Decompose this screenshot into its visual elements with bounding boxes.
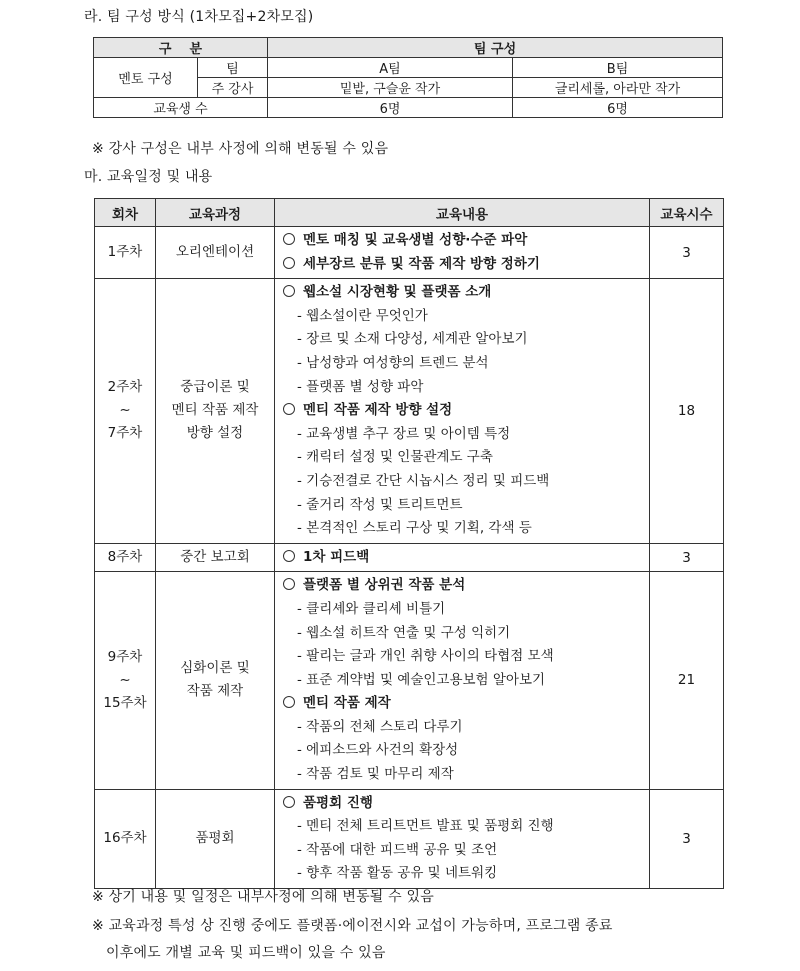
session-text: 1주차 (107, 244, 143, 261)
content-text: - 표준 계약법 및 예술인고용보험 알아보기 (297, 671, 546, 688)
schedule-row (95, 279, 724, 544)
content-cell (275, 572, 650, 789)
team-b-students: 6명 (513, 98, 723, 118)
course-text: 멘티 작품 제작 (171, 402, 259, 419)
content-main-item (283, 792, 649, 816)
content-text: - 멘티 전체 트리트먼트 발표 및 품평회 진행 (297, 818, 554, 835)
team-b-name: B팀 (513, 58, 723, 78)
mentor-composition-label: 멘토 구성 (94, 58, 198, 98)
session-text: 7주차 (107, 425, 143, 442)
team-label: 팀 (198, 58, 268, 78)
content-text: - 장르 및 소재 다양성, 세계관 알아보기 (297, 331, 528, 348)
content-main-item (283, 253, 649, 277)
content-sub-item (283, 669, 649, 693)
session-text: ~ (119, 402, 131, 419)
content-main-item (283, 574, 649, 598)
session-cell (95, 789, 156, 888)
content-text: 멘티 작품 제작 방향 설정 (303, 402, 453, 419)
content-text: - 본격적인 스토리 구상 및 기획, 각색 등 (297, 520, 532, 537)
header-hours: 교육시수 (650, 199, 724, 227)
course-cell (156, 789, 275, 888)
session-cell (95, 572, 156, 789)
students-label: 교육생 수 (94, 98, 268, 118)
hours-cell: 3 (650, 227, 724, 279)
schedule-change-note: ※ 상기 내용 및 일정은 내부사정에 의해 변동될 수 있음 (92, 889, 434, 905)
course-text: 심화이론 및 (180, 660, 250, 677)
schedule-row (95, 543, 724, 572)
team-a-students: 6명 (268, 98, 513, 118)
schedule-row (95, 572, 724, 789)
course-cell (156, 543, 275, 572)
circle-bullet-icon (283, 696, 295, 708)
content-sub-item (283, 645, 649, 669)
content-text: - 웹소설 히트작 연출 및 구성 익히기 (297, 624, 511, 641)
content-text: 웹소설 시장현황 및 플랫폼 소개 (303, 284, 492, 301)
content-text: - 플랫폼 별 성향 파악 (297, 378, 424, 395)
content-main-item (283, 399, 649, 423)
team-a-instructors: 밑밭, 구슬윤 작가 (268, 78, 513, 98)
content-text: - 남성향과 여성향의 트렌드 분석 (297, 354, 489, 371)
content-text: - 작품에 대한 피드백 공유 및 조언 (297, 841, 498, 858)
content-main-item (283, 281, 649, 305)
header-team-composition: 팀 구성 (268, 38, 723, 58)
content-cell (275, 279, 650, 544)
hours-cell: 3 (650, 543, 724, 572)
content-main-item (283, 546, 649, 570)
content-sub-item (283, 763, 649, 787)
team-a-name: A팀 (268, 58, 513, 78)
content-sub-item (283, 470, 649, 494)
content-text: - 웹소설이란 무엇인가 (297, 307, 428, 324)
session-text: 9주차 (107, 648, 143, 665)
session-text: 2주차 (107, 379, 143, 396)
content-sub-item (283, 716, 649, 740)
session-text: 15주차 (103, 694, 147, 711)
content-sub-item (283, 494, 649, 518)
content-text: 멘토 매칭 및 교육생별 성향·수준 파악 (303, 232, 528, 248)
course-text: 중급이론 및 (180, 379, 250, 396)
content-sub-item (283, 598, 649, 622)
section-heading-team-composition: 라. 팀 구성 방식 (1차모집+2차모집) (84, 9, 314, 25)
content-text: - 캐릭터 설정 및 인물관계도 구축 (297, 449, 493, 466)
course-text: 중간 보고회 (180, 549, 250, 566)
header-content: 교육내용 (275, 199, 650, 227)
team-b-instructors: 글리세롤, 아라만 작가 (513, 78, 723, 98)
content-text: - 작품의 전체 스토리 다루기 (297, 718, 463, 735)
content-sub-item (283, 815, 649, 839)
header-category: 구 분 (94, 38, 268, 58)
course-text: 오리엔테이션 (175, 244, 255, 261)
section-heading-schedule: 마. 교육일정 및 내용 (84, 169, 213, 185)
session-text: 16주차 (103, 830, 147, 847)
content-text: 세부장르 분류 및 작품 제작 방향 정하기 (303, 255, 540, 272)
content-text: 멘티 작품 제작 (303, 695, 391, 712)
content-sub-item (283, 517, 649, 541)
content-sub-item (283, 328, 649, 352)
team-composition-table (93, 37, 723, 118)
content-text: - 향후 작품 활동 공유 및 네트워킹 (297, 865, 498, 882)
schedule-row (95, 789, 724, 888)
content-sub-item (283, 446, 649, 470)
session-cell (95, 543, 156, 572)
content-text: - 교육생별 추구 장르 및 아이템 특정 (297, 425, 511, 442)
content-cell (275, 543, 650, 572)
content-sub-item (283, 305, 649, 329)
session-text: 8주차 (107, 549, 143, 566)
content-text: - 팔리는 글과 개인 취향 사이의 타협점 모색 (297, 648, 554, 665)
circle-bullet-icon (283, 578, 295, 590)
content-text: - 클리셰와 클리셰 비틀기 (297, 600, 446, 617)
hours-cell: 18 (650, 279, 724, 544)
content-cell (275, 789, 650, 888)
content-sub-item (283, 376, 649, 400)
schedule-row (95, 227, 724, 279)
header-course: 교육과정 (156, 199, 275, 227)
schedule-table (94, 198, 724, 889)
circle-bullet-icon (283, 285, 295, 297)
content-text: - 에피소드와 사건의 확장성 (297, 742, 459, 759)
content-text: 품평회 진행 (303, 794, 373, 811)
session-text: ~ (119, 671, 131, 688)
hours-cell: 3 (650, 789, 724, 888)
session-cell (95, 279, 156, 544)
circle-bullet-icon (283, 233, 295, 245)
course-cell (156, 572, 275, 789)
content-main-item (283, 229, 649, 253)
header-session: 회차 (95, 199, 156, 227)
course-text: 품평회 (195, 830, 235, 847)
course-cell (156, 279, 275, 544)
content-text: 플랫폼 별 상위권 작품 분석 (303, 577, 466, 594)
circle-bullet-icon (283, 257, 295, 269)
hours-cell: 21 (650, 572, 724, 789)
course-cell (156, 227, 275, 279)
content-sub-item (283, 352, 649, 376)
content-main-item (283, 692, 649, 716)
content-sub-item (283, 423, 649, 447)
content-sub-item (283, 739, 649, 763)
content-text: - 작품 검토 및 마무리 제작 (297, 766, 454, 783)
negotiation-note-continued: 이후에도 개별 교육 및 피드백이 있을 수 있음 (106, 945, 386, 961)
circle-bullet-icon (283, 403, 295, 415)
session-cell (95, 227, 156, 279)
instructor-label: 주 강사 (198, 78, 268, 98)
negotiation-note: ※ 교육과정 특성 상 진행 중에도 플랫폼·에이전시와 교섭이 가능하며, 프로그램 종료 (92, 918, 613, 934)
content-text: 1차 피드백 (303, 548, 370, 565)
course-text: 방향 설정 (186, 425, 244, 442)
content-sub-item (283, 839, 649, 863)
content-text: - 기승전결로 간단 시놉시스 정리 및 피드백 (297, 472, 550, 489)
instructor-change-note: ※ 강사 구성은 내부 사정에 의해 변동될 수 있음 (92, 141, 389, 157)
content-cell (275, 227, 650, 279)
circle-bullet-icon (283, 796, 295, 808)
content-sub-item (283, 862, 649, 886)
content-text: - 줄거리 작성 및 트리트먼트 (297, 496, 463, 513)
content-sub-item (283, 622, 649, 646)
circle-bullet-icon (283, 550, 295, 562)
course-text: 작품 제작 (186, 683, 244, 700)
